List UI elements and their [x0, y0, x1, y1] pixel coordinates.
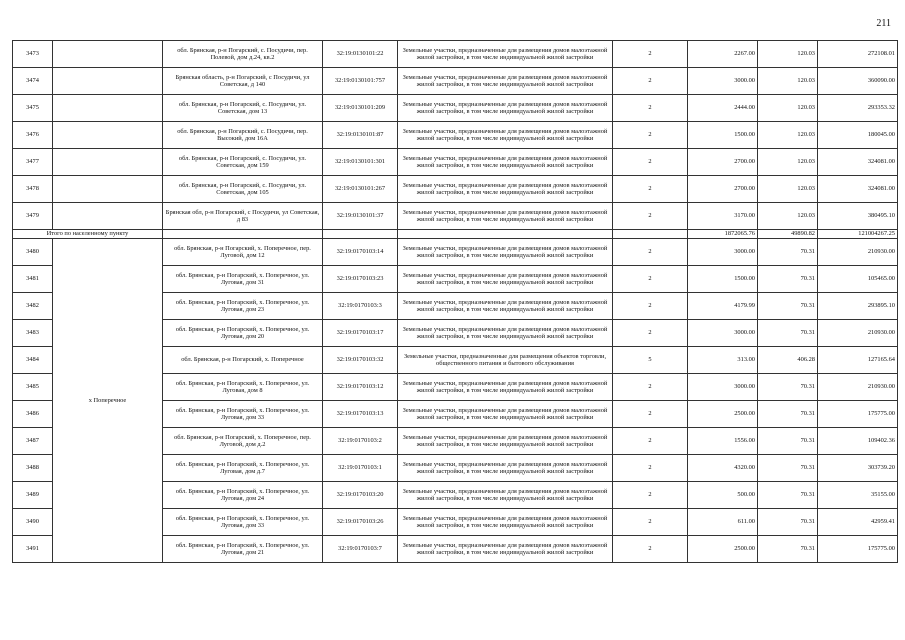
- rate-cell: 120.03: [758, 41, 818, 68]
- table-body-posudichi: [13, 41, 898, 230]
- locality-cell: [53, 68, 163, 95]
- cadastral-number-cell: 32:19:0170103:32: [323, 347, 398, 374]
- address-cell: Брянская область, р-н Погарский, с Посудичи, ул Советская, д 140: [163, 68, 323, 95]
- value-cell: 324081.00: [818, 176, 898, 203]
- cadastral-number-cell: 32:19:0170103:12: [323, 374, 398, 401]
- row-number: 3478: [13, 176, 53, 203]
- rate-cell: 70.31: [758, 374, 818, 401]
- address-cell: обл. Брянская, р-н Погарский, х. Поперечное, ул. Луговая, дом 23: [163, 293, 323, 320]
- cadastral-value-table: [12, 40, 898, 563]
- group-cell: 2: [613, 203, 688, 230]
- subtotal-rate: 49890.82: [758, 230, 818, 239]
- locality-cell: [53, 149, 163, 176]
- cadastral-number-cell: 32:19:0130101:301: [323, 149, 398, 176]
- cadastral-number-cell: 32:19:0130101:757: [323, 68, 398, 95]
- table-row: [13, 176, 898, 203]
- area-cell: 611.00: [688, 509, 758, 536]
- cadastral-number-cell: 32:19:0170103:14: [323, 239, 398, 266]
- locality-cell: [53, 176, 163, 203]
- cadastral-number-cell: 32:19:0170103:1: [323, 455, 398, 482]
- cadastral-number-cell: 32:19:0130101:209: [323, 95, 398, 122]
- area-cell: 4320.00: [688, 455, 758, 482]
- rate-cell: 70.31: [758, 293, 818, 320]
- area-cell: 2700.00: [688, 176, 758, 203]
- rate-cell: 120.03: [758, 149, 818, 176]
- group-cell: 2: [613, 266, 688, 293]
- value-cell: 175775.00: [818, 401, 898, 428]
- address-cell: обл. Брянская, р-н Погарский, х. Поперечное, ул. Луговая, дом 20: [163, 320, 323, 347]
- area-cell: 2267.00: [688, 41, 758, 68]
- row-number: 3490: [13, 509, 53, 536]
- subtotal-value: 121004267.25: [818, 230, 898, 239]
- rate-cell: 120.03: [758, 95, 818, 122]
- area-cell: 3000.00: [688, 374, 758, 401]
- cadastral-number-cell: 32:19:0170103:20: [323, 482, 398, 509]
- land-use-cell: Земельные участки, предназначенные для размещения домов малоэтажной жилой застройки, в том числе индивидуальной жилой застройки: [398, 536, 613, 563]
- row-number: 3481: [13, 266, 53, 293]
- group-cell: 2: [613, 320, 688, 347]
- address-cell: обл. Брянская, р-н Погарский, х. Поперечное, пер. Луговой, дом д.2: [163, 428, 323, 455]
- value-cell: 210930.00: [818, 320, 898, 347]
- cadastral-number-cell: 32:19:0170103:26: [323, 509, 398, 536]
- value-cell: 175775.00: [818, 536, 898, 563]
- land-use-cell: Земельные участки, предназначенные для размещения домов малоэтажной жилой застройки, в том числе индивидуальной жилой застройки: [398, 374, 613, 401]
- land-use-cell: Земельные участки, предназначенные для размещения домов малоэтажной жилой застройки, в том числе индивидуальной жилой застройки: [398, 428, 613, 455]
- area-cell: 3000.00: [688, 68, 758, 95]
- land-use-cell: Земельные участки, предназначенные для размещения домов малоэтажной жилой застройки, в том числе индивидуальной жилой застройки: [398, 293, 613, 320]
- cadastral-number-cell: 32:19:0170103:13: [323, 401, 398, 428]
- value-cell: 293353.32: [818, 95, 898, 122]
- land-use-cell: Земельные участки, предназначенные для размещения домов малоэтажной жилой застройки, в том числе индивидуальной жилой застройки: [398, 176, 613, 203]
- rate-cell: 70.31: [758, 455, 818, 482]
- row-number: 3476: [13, 122, 53, 149]
- table-row: [13, 41, 898, 68]
- group-cell: 2: [613, 374, 688, 401]
- value-cell: 293895.10: [818, 293, 898, 320]
- row-number: 3474: [13, 68, 53, 95]
- group-cell: 2: [613, 536, 688, 563]
- area-cell: 500.00: [688, 482, 758, 509]
- rate-cell: 70.31: [758, 266, 818, 293]
- group-cell: 2: [613, 428, 688, 455]
- group-cell: 2: [613, 122, 688, 149]
- subtotal-label: Итого по населенному пункту: [13, 230, 163, 239]
- group-cell: 2: [613, 401, 688, 428]
- table-row: [13, 68, 898, 95]
- area-cell: 3000.00: [688, 320, 758, 347]
- locality-cell: [53, 203, 163, 230]
- table-body-poperechnoe: [13, 239, 898, 563]
- land-use-cell: Земельные участки, предназначенные для размещения домов малоэтажной жилой застройки, в том числе индивидуальной жилой застройки: [398, 41, 613, 68]
- row-number: 3491: [13, 536, 53, 563]
- cadastral-number-cell: 32:19:0130101:37: [323, 203, 398, 230]
- address-cell: обл. Брянская, р-н Погарский, х. Поперечное, ул. Луговая, дом 31: [163, 266, 323, 293]
- row-number: 3479: [13, 203, 53, 230]
- land-use-cell: Земельные участки, предназначенные для размещения домов малоэтажной жилой застройки, в том числе индивидуальной жилой застройки: [398, 149, 613, 176]
- address-cell: обл. Брянская, р-н Погарский, х. Поперечное, пер. Луговой, дом 12: [163, 239, 323, 266]
- area-cell: 4179.99: [688, 293, 758, 320]
- land-use-cell: Земельные участки, предназначенные для размещения домов малоэтажной жилой застройки, в том числе индивидуальной жилой застройки: [398, 239, 613, 266]
- address-cell: обл. Брянская, р-н Погарский, х. Поперечное: [163, 347, 323, 374]
- rate-cell: 70.31: [758, 401, 818, 428]
- value-cell: 272108.01: [818, 41, 898, 68]
- land-use-cell: Земельные участки, предназначенные для размещения домов малоэтажной жилой застройки, в том числе индивидуальной жилой застройки: [398, 266, 613, 293]
- row-number: 3477: [13, 149, 53, 176]
- value-cell: 180045.00: [818, 122, 898, 149]
- table-row: [13, 95, 898, 122]
- value-cell: 380495.10: [818, 203, 898, 230]
- land-use-cell: Земельные участки, предназначенные для размещения домов малоэтажной жилой застройки, в том числе индивидуальной жилой застройки: [398, 203, 613, 230]
- group-cell: 2: [613, 176, 688, 203]
- value-cell: 360090.00: [818, 68, 898, 95]
- value-cell: 127165.64: [818, 347, 898, 374]
- area-cell: 3170.00: [688, 203, 758, 230]
- rate-cell: 120.03: [758, 203, 818, 230]
- cadastral-number-cell: 32:19:0130101:267: [323, 176, 398, 203]
- rate-cell: 120.03: [758, 68, 818, 95]
- land-use-cell: Земельные участки, предназначенные для размещения домов малоэтажной жилой застройки, в том числе индивидуальной жилой застройки: [398, 122, 613, 149]
- land-use-cell: Земельные участки, предназначенные для размещения домов малоэтажной жилой застройки, в том числе индивидуальной жилой застройки: [398, 482, 613, 509]
- group-cell: 2: [613, 149, 688, 176]
- table-row: [13, 122, 898, 149]
- value-cell: 210930.00: [818, 239, 898, 266]
- group-cell: 2: [613, 482, 688, 509]
- group-cell: 2: [613, 293, 688, 320]
- cadastral-number-cell: 32:19:0170103:2: [323, 428, 398, 455]
- value-cell: 105465.00: [818, 266, 898, 293]
- address-cell: Брянская обл, р-н Погарский, с Посудичи, ул Советская, д 83: [163, 203, 323, 230]
- value-cell: 303739.20: [818, 455, 898, 482]
- locality-cell: [53, 41, 163, 68]
- land-use-cell: Земельные участки, предназначенные для размещения домов малоэтажной жилой застройки, в том числе индивидуальной жилой застройки: [398, 320, 613, 347]
- rate-cell: 70.31: [758, 536, 818, 563]
- area-cell: 2500.00: [688, 536, 758, 563]
- land-use-cell: Земельные участки, предназначенные для размещения домов малоэтажной жилой застройки, в том числе индивидуальной жилой застройки: [398, 95, 613, 122]
- subtotal-area: 1872065.76: [688, 230, 758, 239]
- subtotal-block: [13, 230, 898, 239]
- address-cell: обл. Брянская, р-н Погарский, с. Посудичи, пер. Высокий, дом 16А: [163, 122, 323, 149]
- group-cell: 2: [613, 68, 688, 95]
- land-use-cell: Земельные участки, предназначенные для размещения объектов торговли, общественного питания и бытового обслуживания: [398, 347, 613, 374]
- row-number: 3485: [13, 374, 53, 401]
- area-cell: 1500.00: [688, 266, 758, 293]
- page-number: 211: [876, 18, 891, 29]
- cadastral-number-cell: 32:19:0170103:7: [323, 536, 398, 563]
- row-number: 3489: [13, 482, 53, 509]
- rate-cell: 120.03: [758, 122, 818, 149]
- address-cell: обл. Брянская, р-н Погарский, с. Посудичи, пер. Полевой, дом д.24, кв.2: [163, 41, 323, 68]
- row-number: 3482: [13, 293, 53, 320]
- table-row: [13, 203, 898, 230]
- cadastral-number-cell: 32:19:0170103:17: [323, 320, 398, 347]
- area-cell: 2700.00: [688, 149, 758, 176]
- area-cell: 1556.00: [688, 428, 758, 455]
- group-cell: 5: [613, 347, 688, 374]
- land-use-cell: Земельные участки, предназначенные для размещения домов малоэтажной жилой застройки, в том числе индивидуальной жилой застройки: [398, 68, 613, 95]
- rate-cell: 120.03: [758, 176, 818, 203]
- cadastral-number-cell: 32:19:0170103:23: [323, 266, 398, 293]
- area-cell: 2444.00: [688, 95, 758, 122]
- land-use-cell: Земельные участки, предназначенные для размещения домов малоэтажной жилой застройки, в том числе индивидуальной жилой застройки: [398, 509, 613, 536]
- locality-name: х Поперечное: [53, 239, 163, 563]
- area-cell: 313.00: [688, 347, 758, 374]
- rate-cell: 70.31: [758, 239, 818, 266]
- locality-cell: [53, 122, 163, 149]
- value-cell: 42959.41: [818, 509, 898, 536]
- value-cell: 210930.00: [818, 374, 898, 401]
- rate-cell: 70.31: [758, 482, 818, 509]
- address-cell: обл. Брянская, р-н Погарский, х. Поперечное, ул. Луговая, дом 8: [163, 374, 323, 401]
- group-cell: 2: [613, 239, 688, 266]
- address-cell: обл. Брянская, р-н Погарский, х. Поперечное, ул. Луговая, дом 33: [163, 509, 323, 536]
- row-number: 3487: [13, 428, 53, 455]
- address-cell: обл. Брянская, р-н Погарский, х. Поперечное, ул. Луговая, дом 24: [163, 482, 323, 509]
- row-number: 3473: [13, 41, 53, 68]
- area-cell: 2500.00: [688, 401, 758, 428]
- group-cell: 2: [613, 41, 688, 68]
- rate-cell: 70.31: [758, 428, 818, 455]
- value-cell: 35155.00: [818, 482, 898, 509]
- address-cell: обл. Брянская, р-н Погарский, с. Посудичи, ул. Советская, дом 159: [163, 149, 323, 176]
- rate-cell: 406.28: [758, 347, 818, 374]
- table-row: [13, 239, 898, 266]
- value-cell: 109402.36: [818, 428, 898, 455]
- land-use-cell: Земельные участки, предназначенные для размещения домов малоэтажной жилой застройки, в том числе индивидуальной жилой застройки: [398, 401, 613, 428]
- address-cell: обл. Брянская, р-н Погарский, х. Поперечное, ул. Луговая, дом 33: [163, 401, 323, 428]
- rate-cell: 70.31: [758, 509, 818, 536]
- subtotal-row: [13, 230, 898, 239]
- row-number: 3483: [13, 320, 53, 347]
- row-number: 3480: [13, 239, 53, 266]
- table-row: [13, 149, 898, 176]
- row-number: 3488: [13, 455, 53, 482]
- group-cell: 2: [613, 509, 688, 536]
- locality-cell: [53, 95, 163, 122]
- address-cell: обл. Брянская, р-н Погарский, х. Поперечное, ул. Луговая, дом д.7: [163, 455, 323, 482]
- row-number: 3486: [13, 401, 53, 428]
- group-cell: 2: [613, 455, 688, 482]
- cadastral-number-cell: 32:19:0130101:87: [323, 122, 398, 149]
- row-number: 3484: [13, 347, 53, 374]
- cadastral-number-cell: 32:19:0130101:22: [323, 41, 398, 68]
- group-cell: 2: [613, 95, 688, 122]
- land-use-cell: Земельные участки, предназначенные для размещения домов малоэтажной жилой застройки, в том числе индивидуальной жилой застройки: [398, 455, 613, 482]
- area-cell: 3000.00: [688, 239, 758, 266]
- value-cell: 324081.00: [818, 149, 898, 176]
- address-cell: обл. Брянская, р-н Погарский, х. Поперечное, ул. Луговая, дом 21: [163, 536, 323, 563]
- cadastral-number-cell: 32:19:0170103:3: [323, 293, 398, 320]
- area-cell: 1500.00: [688, 122, 758, 149]
- row-number: 3475: [13, 95, 53, 122]
- address-cell: обл. Брянская, р-н Погарский, с. Посудичи, ул. Советская, дом 13: [163, 95, 323, 122]
- address-cell: обл. Брянская, р-н Погарский, с. Посудичи, ул. Советская, дом 105: [163, 176, 323, 203]
- rate-cell: 70.31: [758, 320, 818, 347]
